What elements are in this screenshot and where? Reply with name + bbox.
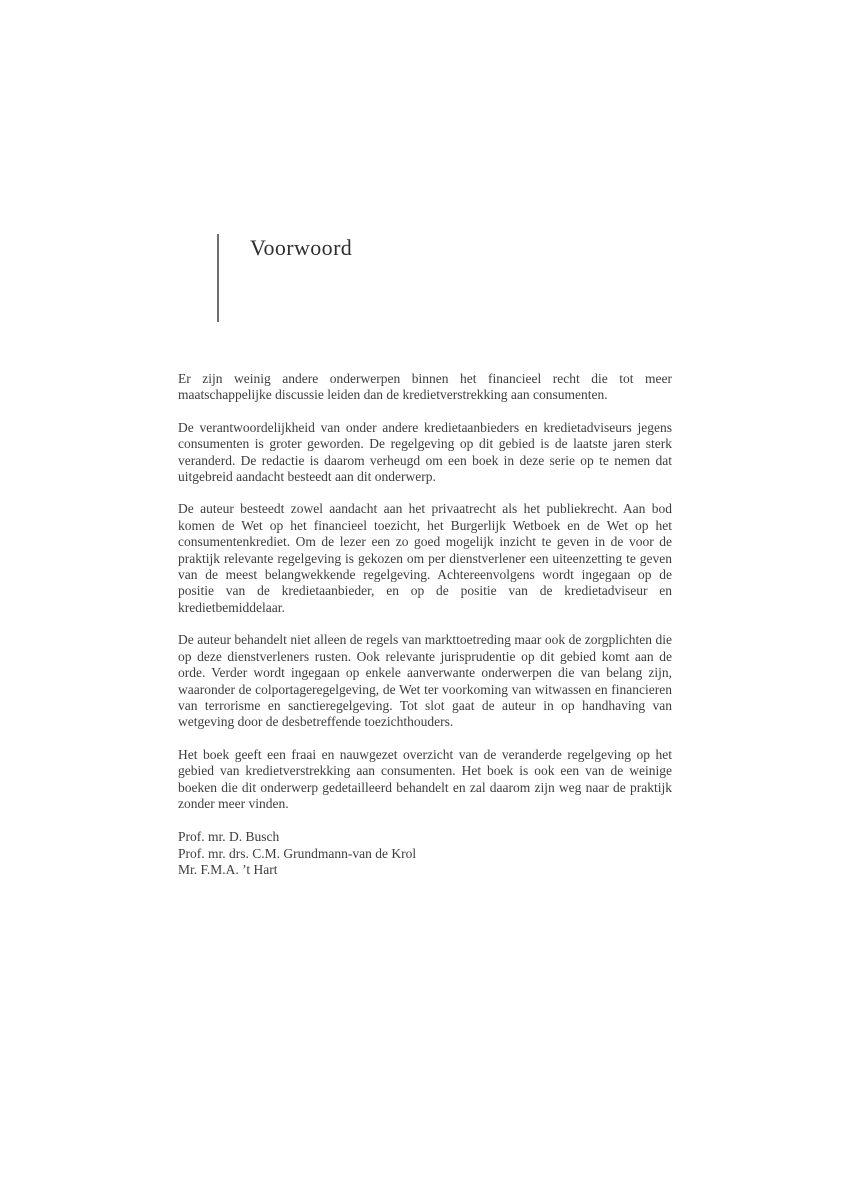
author-name: Prof. mr. D. Busch xyxy=(178,829,280,845)
chapter-title-block xyxy=(217,234,352,322)
paragraph: De verantwoordelijkheid van onder andere kredietaanbieders en kredietadviseurs jegens consumenten is groter geworden. De regelgeving op dit gebied is de laatste jaren sterk veranderd. De redactie is daarom verheugd om een boek in deze serie op te nemen dat uitgebreid aandacht besteedt aan dit onderwerp. xyxy=(178,419,672,485)
page-title: Voorwoord xyxy=(250,235,353,260)
author-name: Prof. mr. drs. C.M. Grundmann-van de Krol xyxy=(178,845,417,861)
title-vertical-rule xyxy=(217,234,219,322)
paragraph: Er zijn weinig andere onderwerpen binnen het financieel recht die tot meer maatschappelijke discussie leiden dan de kredietverstrekking aan consumenten. xyxy=(178,371,672,403)
author-name: Mr. F.M.A. ’t Hart xyxy=(178,862,278,878)
paragraph: De auteur behandelt niet alleen de regels van markttoetreding maar ook de zorgplichten die op deze dienstverleners rusten. Ook relevante jurisprudentie op dit gebied komt aan de orde. Verder wordt ingegaan op enkele aanverwante onderwerpen die van belang zijn, waaronder de colportageregelgeving, de Wet ter voorkoming van witwassen en financieren van terrorisme en sanctieregelgeving. Tot slot gaat de auteur in op handhaving van wetgeving door de desbetreffende toezichthouders. xyxy=(178,632,672,730)
foreword-body xyxy=(178,371,672,879)
paragraph: De auteur besteedt zowel aandacht aan het privaatrecht als het publiekrecht. Aan bod komen de Wet op het financieel toezicht, het Burgerlijk Wetboek en de Wet op het consumentenkrediet. Om de lezer een zo goed mogelijk inzicht te geven in de voor de praktijk relevante regelgeving is gekozen om per dienstverlener een uiteenzetting te geven van de meest belangwekkende regelgeving. Achtereenvolgens wordt ingegaan op de positie van de kredietaanbieder, en op de positie van de kredietadviseur en kredietbemiddelaar. xyxy=(178,501,672,615)
paragraph: Het boek geeft een fraai en nauwgezet overzicht van de veranderde regelgeving op het gebied van kredietverstrekking aan consumenten. Het boek is ook een van de weinige boeken die dit onderwerp gedetailleerd behandelt en zal daarom zijn weg naar de praktijk zonder meer vinden. xyxy=(178,746,672,811)
author-signatures xyxy=(178,829,672,878)
